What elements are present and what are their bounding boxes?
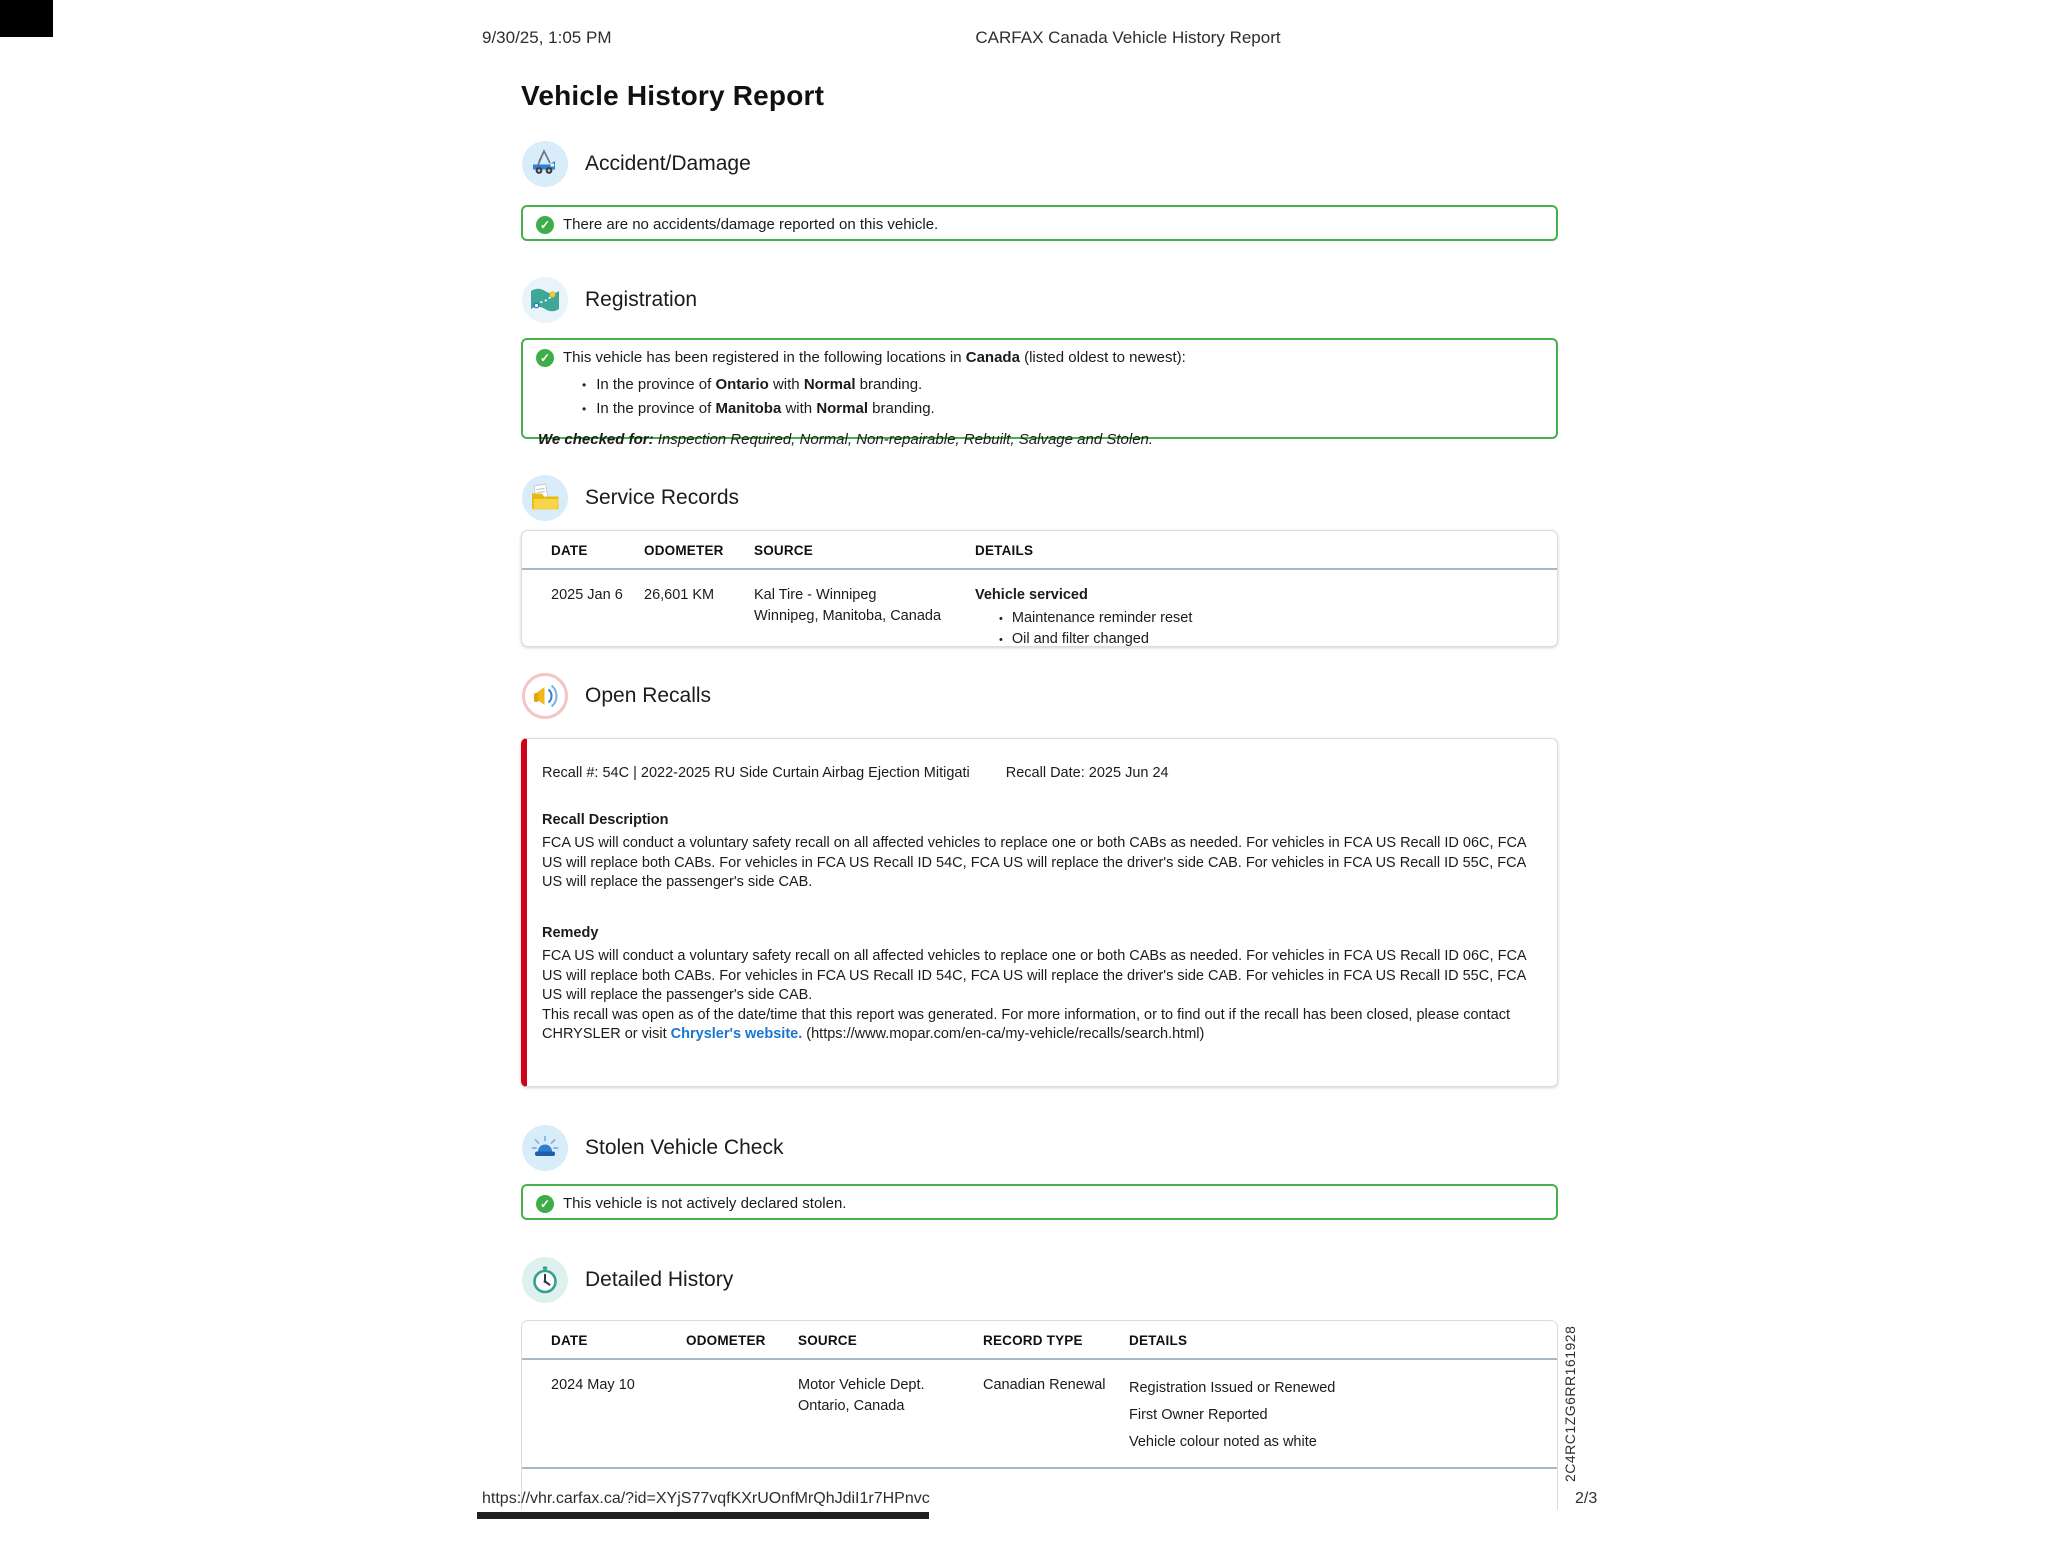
service-table-header xyxy=(522,531,1557,570)
col-source: SOURCE xyxy=(798,1333,857,1348)
col-odometer: ODOMETER xyxy=(686,1333,766,1348)
recall-number: Recall #: 54C | 2022-2025 RU Side Curtain Airbag Ejection Mitigati xyxy=(542,765,970,781)
col-odometer: ODOMETER xyxy=(644,543,724,558)
registration-bullet-list xyxy=(536,375,1543,419)
footer-page-number: 2/3 xyxy=(1575,1490,1598,1507)
section-title-accident: Accident/Damage xyxy=(585,152,751,175)
col-source: SOURCE xyxy=(754,543,813,558)
megaphone-icon xyxy=(521,672,569,720)
section-header-accident xyxy=(521,140,751,188)
chrysler-website-link[interactable]: Chrysler's website. xyxy=(670,1026,803,1042)
stolen-status-text: This vehicle is not actively declared stolen. xyxy=(563,1195,847,1212)
map-route-icon xyxy=(521,276,569,324)
recall-number-line xyxy=(542,764,1535,784)
section-header-stolen xyxy=(521,1124,783,1172)
history-odometer xyxy=(686,1360,798,1467)
col-record-type: RECORD TYPE xyxy=(983,1333,1083,1348)
registration-status-box xyxy=(521,338,1558,448)
check-circle-icon: ✓ xyxy=(536,349,554,367)
col-date: DATE xyxy=(551,1333,588,1348)
recall-description-text: FCA US will conduct a voluntary safety recall on all affected vehicles to replace one or both CABs as needed. For vehicles in FCA US Recall ID 06C, FCA US will replace both CABs. For vehicles in FCA US Recall ID 54C, FCA US will replace the driver's side CAB. For vehicles in FCA US Recall ID 55C, FCA US will replace the passenger's side CAB. xyxy=(542,835,1526,890)
service-odometer: 26,601 KM xyxy=(644,587,715,603)
section-title-registration: Registration xyxy=(585,288,698,311)
section-header-service xyxy=(521,474,739,522)
detailed-history-table xyxy=(521,1320,1558,1510)
recall-description-title: Recall Description xyxy=(542,811,669,828)
history-source: Motor Vehicle Dept. Ontario, Canada xyxy=(798,1377,925,1415)
registration-bullet: • In the province of Ontario with Normal branding. xyxy=(582,375,1543,395)
service-table-row xyxy=(522,570,1557,662)
print-header-title: CARFAX Canada Vehicle History Report xyxy=(975,28,1281,47)
section-header-history xyxy=(521,1256,733,1304)
recall-remedy-title: Remedy xyxy=(542,924,599,941)
tow-truck-icon xyxy=(521,140,569,188)
footer-url: https://vhr.carfax.ca/?id=XYjS77vqfKXrUOnfMrQhJdiI1r7HPnvc xyxy=(482,1490,930,1507)
siren-icon xyxy=(521,1124,569,1172)
section-header-recalls xyxy=(521,672,711,720)
folder-document-icon xyxy=(521,474,569,522)
check-circle-icon: ✓ xyxy=(536,216,554,234)
recall-remedy-text: FCA US will conduct a voluntary safety recall on all affected vehicles to replace one or both CABs as needed. For vehicles in FCA US Recall ID 06C, FCA US will replace both CABs. For vehicles in FCA US Recall ID 54C, FCA US will replace the driver's side CAB. For vehicles in FCA US Recall ID 55C, FCA US will replace the passenger's side CAB. xyxy=(542,948,1526,1003)
recall-date: Recall Date: 2025 Jun 24 xyxy=(1005,765,1169,781)
section-title-stolen: Stolen Vehicle Check xyxy=(585,1136,784,1159)
service-source: Kal Tire - Winnipeg Winnipeg, Manitoba, Canada xyxy=(754,587,942,625)
accident-status-text: There are no accidents/damage reported on this vehicle. xyxy=(563,216,939,233)
section-title-service: Service Records xyxy=(585,486,740,509)
service-records-table xyxy=(521,530,1558,647)
history-date: 2024 May 10 xyxy=(551,1377,635,1393)
col-details: DETAILS xyxy=(975,543,1034,558)
section-header-registration xyxy=(521,276,697,324)
service-date: 2025 Jan 6 xyxy=(551,587,623,603)
registration-status-text: This vehicle has been registered in the following locations in Canada (listed oldest to newest): xyxy=(563,349,1186,366)
service-detail-item: • Oil and filter changed xyxy=(999,629,1549,650)
recall-footer-text: This recall was open as of the date/time that this report was generated. For more information, or to find out if the recall has been closed, please contact CHRYSLER or visit Chrysler's website. (https://www.mopar.com/en-ca/my-vehicle/recalls/search.html) xyxy=(542,1006,1510,1042)
history-table-row xyxy=(522,1360,1557,1467)
col-date: DATE xyxy=(551,543,588,558)
stolen-status-box xyxy=(521,1184,1558,1220)
history-details: Registration Issued or Renewed First Owner Reported Vehicle colour noted as white xyxy=(1129,1380,1336,1450)
section-title-recalls: Open Recalls xyxy=(585,684,712,707)
vin-sidebar-text: 2C4RC1ZG6RR161928 xyxy=(1562,1325,1578,1482)
check-circle-icon: ✓ xyxy=(536,1195,554,1213)
screen-artifact-top-left xyxy=(0,0,53,37)
registration-checked-for: We checked for: Inspection Required, Normal, Non-repairable, Rebuilt, Salvage and Stolen. xyxy=(538,430,1154,448)
history-record-type: Canadian Renewal xyxy=(983,1377,1106,1393)
accident-status-box xyxy=(521,205,1558,241)
clock-icon xyxy=(521,1256,569,1304)
registration-bullet: • In the province of Manitoba with Normal branding. xyxy=(582,399,1543,419)
print-timestamp: 9/30/25, 1:05 PM xyxy=(482,28,612,47)
section-title-history: Detailed History xyxy=(585,1268,734,1291)
service-detail-item: • Maintenance reminder reset xyxy=(999,608,1549,629)
page-title: Vehicle History Report xyxy=(521,80,825,111)
recall-card xyxy=(521,738,1558,1087)
history-table-header xyxy=(522,1321,1557,1360)
col-details: DETAILS xyxy=(1129,1333,1188,1348)
service-details: Vehicle serviced • Maintenance reminder reset • Oil and filter changed xyxy=(975,570,1557,662)
